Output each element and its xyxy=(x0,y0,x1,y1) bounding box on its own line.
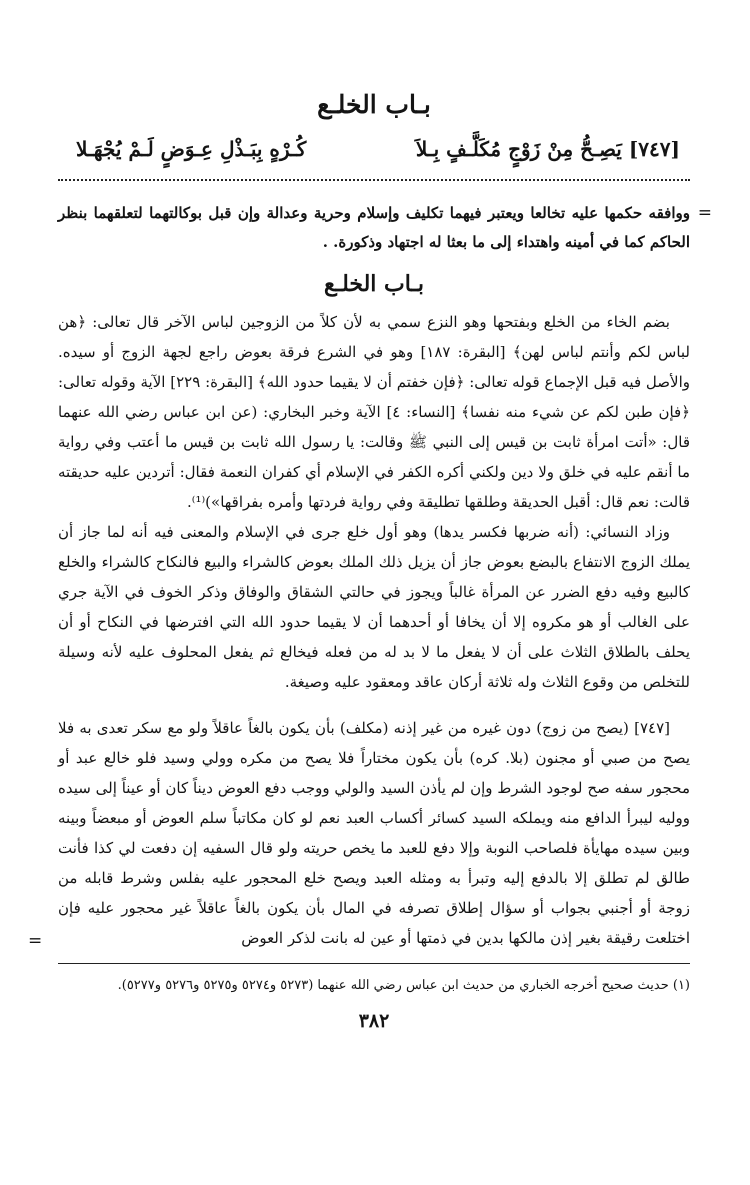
verse-second-hemistich: كُـرْهٍ بِبَـذْلِ عِـوَضٍ لَـمْ يُجْهَـلا xyxy=(76,137,307,161)
dotted-divider xyxy=(58,179,690,181)
section-title: بـاب الخلـع xyxy=(323,271,425,297)
footnote-rule xyxy=(58,963,690,964)
verse-first-hemistich xyxy=(416,137,680,161)
verse-first-text: يَصِـحُّ مِنْ زَوْجٍ مُكَلَّـفٍ بِـلاَ xyxy=(415,137,622,161)
continuation-text: ووافقه حكمها عليه تخالعا ويعتبر فيهما تكليف وإسلام وحرية وعدالة وإن قبل بوكالتهما لتعلقهما بنظر الحاكم كما في أمينه واهتداء إلى ما بعثا له اجتهاد وذكورة. . xyxy=(58,204,690,251)
paragraph-nasai: وزاد النسائي: (أنه ضربها فكسر يدها) وهو أول خلع جرى في الإسلام والمعنى فيه أنه لما جاز أن يملك الزوج الانتفاع بالبضع بعوض جاز أن يزيل ذلك الملك بعوض كالشراء والبيع فالنكاح كالشراء والخلع كالبيع وفيه دفع الضرر عن المرأة غالباً ويجوز في حالتي الشقاق والوفاق وذكر الخوف في الآية جري على الغالب أو هو مكروه إلا أن يخافا أو أحدهما أن لا يقيما حدود الله التي افترضها في النكاح أو أن يحلف بالطلاق الثلاث على أن لا يفعل ما لا بد له من فعله فيخالع ثم يفعل المحلوف عليه لأنه وسيلة للتخلص من وقوع الثلاث وله ثلاثة أركان عاقد ومعقود عليه وصيغة. xyxy=(58,523,690,691)
chapter-title: بـاب الخلـع xyxy=(317,90,431,119)
paragraph-commentary: [٧٤٧] (يصح من زوج) دون غيره من غير إذنه (مكلف) بأن يكون بالغاً عاقلاً ولو مع سكر تعدى به فلا يصح من صبي أو مجنون (بلا. كره) بأن يكون مختاراً فلا يصح من مكره وولي وسيد فلو خالع عبد أو محجور سفه صح لوجود الشرط وإن لم يأذن السيد والولي ووجب دفع العوض ديناً كان أو عيناً إلى سيده ووليه ليبرأ الدافع منه ويملكه السيد كسائر أكساب العبد نعم لو كان مكاتباً سلم العوض أو مبعضاً وبينه وبين سيده مهايأة فلصاحب النوبة وإلا دفع للعبد ما يخص حريته ولو قال السفيه إن دفعت لي كذا فأنت طالق لم تطلق إلا بالدفع إليه وتبرأ به ومثله العبد ويصح خلع المحجور عليه بفلس وشرط قابله من زوجة أو أجنبي بجواب أو سؤال إطلاق تصرفه في المال بأن يكون بالغاً عاقلاً غير محجور عليه فإن اختلعت رقيقة بغير إذن مالكها بدين في ذمتها أو عين له بانت لذكر العوض xyxy=(58,719,690,947)
page-number: ٣٨٢ xyxy=(358,1010,390,1032)
paragraph-commentary-wrap xyxy=(28,713,690,953)
verse-line xyxy=(58,137,690,161)
continuation-marker: = xyxy=(697,203,712,223)
verse-number: [٧٤٧] xyxy=(628,137,680,161)
continuation-block xyxy=(58,199,712,257)
paragraph-intro: بضم الخاء من الخلع وبفتحها وهو النزع سمي به لأن كلاً من الزوجين لباس الآخر قال تعالى: ﴿هن لباس لكم وأنتم لباس لهن﴾ [البقرة: ١٨٧] وهو في الشرع فرقة بعوض راجع لجهة الزوج أو سيده. والأصل فيه قبل الإجماع قوله تعالى: ﴿فإن خفتم أن لا يقيما حدود الله﴾ [البقرة: ٢٢٩] الآية وقوله تعالى: ﴿فإن طبن لكم عن شيء منه نفسا﴾ [النساء: ٤] الآية وخبر البخاري: (عن ابن عباس رضي الله عنهما قال: «أتت امرأة ثابت بن قيس إلى النبي ﷺ وقالت: يا رسول الله ثابت بن قيس ما أعتب وفي رواية ما أنقم عليه في خلق ولا دين ولكني أكره الكفر في الإسلام أي كفران النعمة فقال: أتردين عليه حديقته قالت: نعم قال: أقبل الحديقة وطلقها تطليقة وفي رواية فردتها وأمره بفراقها»)⁽¹⁾. xyxy=(58,313,690,511)
footnote: (١) حديث صحيح أخرجه الخباري من حديث ابن عباس رضي الله عنهما (٥٢٧٣ و٥٢٧٤ و٥٢٧٥ و٥٢٧٦ و٥٢٧٧). xyxy=(117,978,690,993)
continuation-end-marker: = xyxy=(28,931,43,951)
